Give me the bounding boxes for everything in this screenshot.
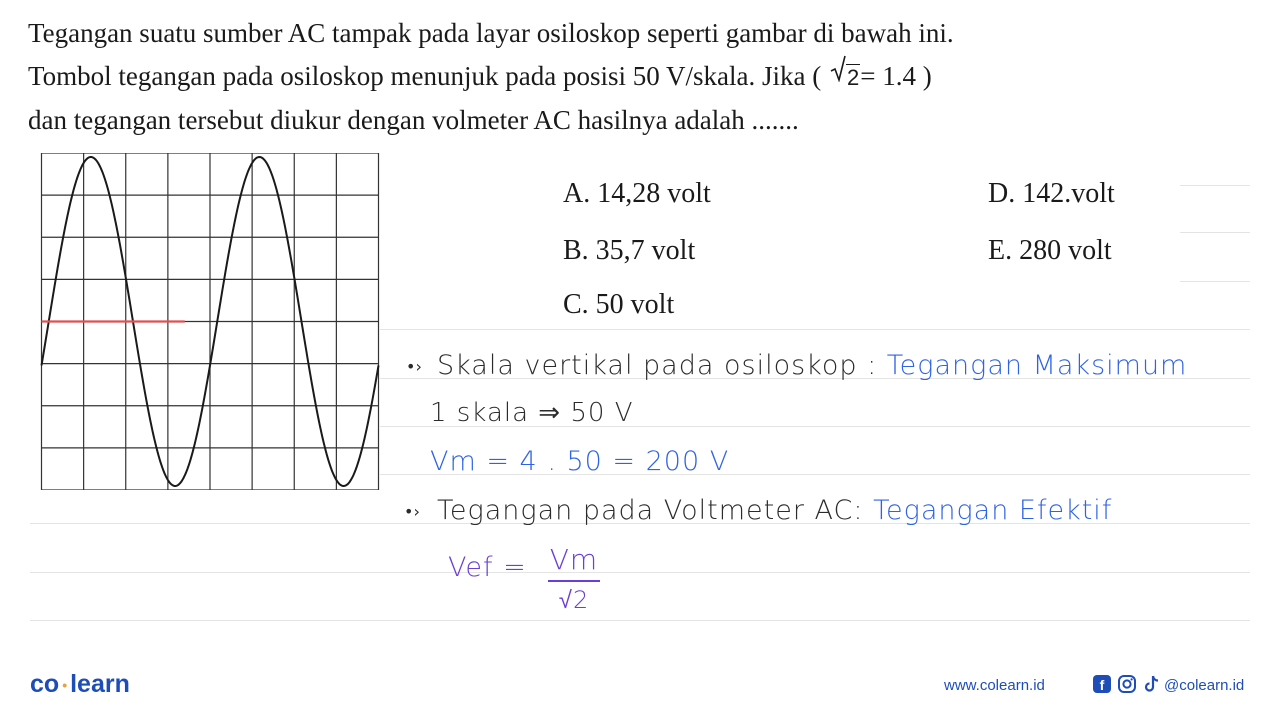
question-line-1: Tegangan suatu sumber AC tampak pada layar osiloskop seperti gambar di bawah ini. — [28, 18, 954, 48]
handwritten-max-voltage: Tegangan Maksimum — [886, 350, 1188, 381]
ruled-line — [380, 329, 1250, 330]
handwritten-line-4 — [437, 495, 1112, 526]
option-a[interactable]: A. 14,28 volt — [563, 178, 711, 209]
svg-text:f: f — [1099, 677, 1105, 693]
ruled-line — [30, 620, 1250, 621]
bullet-arrow-icon: •› — [406, 357, 422, 376]
footer-url[interactable]: www.colearn.id — [944, 677, 1045, 694]
ruled-line — [1180, 232, 1250, 233]
logo-learn: learn — [70, 670, 130, 698]
handwritten-line-3: Vm = 4 . 50 = 200 V — [430, 446, 730, 477]
logo-dot-icon: • — [62, 677, 68, 694]
colearn-logo — [30, 670, 130, 699]
sqrt-radicand: 2 — [847, 65, 860, 90]
oscilloscope-screen — [40, 153, 380, 490]
handwritten-fraction — [548, 544, 600, 614]
option-c[interactable]: C. 50 volt — [563, 289, 675, 320]
instagram-icon[interactable] — [1117, 674, 1137, 694]
option-e[interactable]: E. 280 volt — [988, 235, 1112, 266]
question-text — [28, 12, 1258, 142]
bullet-arrow-icon: •› — [404, 502, 420, 521]
radical-sign-icon — [830, 54, 846, 82]
question-line-2 — [28, 55, 1258, 99]
handwritten-effective-voltage: Tegangan Efektif — [873, 495, 1113, 526]
ruled-line — [1180, 185, 1250, 186]
handwritten-line-2: 1 skala ⇒ 50 V — [430, 398, 634, 428]
fraction-numerator: Vm — [549, 543, 599, 576]
social-handle[interactable]: @colearn.id — [1164, 677, 1245, 694]
question-line-2-end: = 1.4 ) — [860, 61, 932, 91]
ruled-line — [30, 572, 1250, 573]
fraction-bar — [548, 580, 600, 582]
logo-co: co — [30, 670, 60, 698]
option-b[interactable]: B. 35,7 volt — [563, 235, 696, 266]
handwritten-voltmeter-label: Tegangan pada Voltmeter AC: — [437, 495, 864, 526]
facebook-icon[interactable] — [1092, 674, 1112, 694]
fraction-denominator: √2 — [558, 586, 590, 614]
tiktok-icon[interactable] — [1142, 674, 1162, 694]
question-line-3: dan tegangan tersebut diukur dengan volmeter AC hasilnya adalah ....... — [28, 105, 799, 135]
ruled-line — [1180, 281, 1250, 282]
sqrt-two-expression — [830, 56, 860, 99]
handwritten-vef-label: Vef = — [448, 552, 527, 583]
option-d[interactable]: D. 142.volt — [988, 178, 1115, 209]
handwritten-line-1 — [437, 350, 1187, 381]
handwritten-scale-label: Skala vertikal pada osiloskop : — [437, 350, 878, 381]
question-line-2-start: Tombol tegangan pada osiloskop menunjuk pada posisi 50 V/skala. Jika ( — [28, 61, 828, 91]
